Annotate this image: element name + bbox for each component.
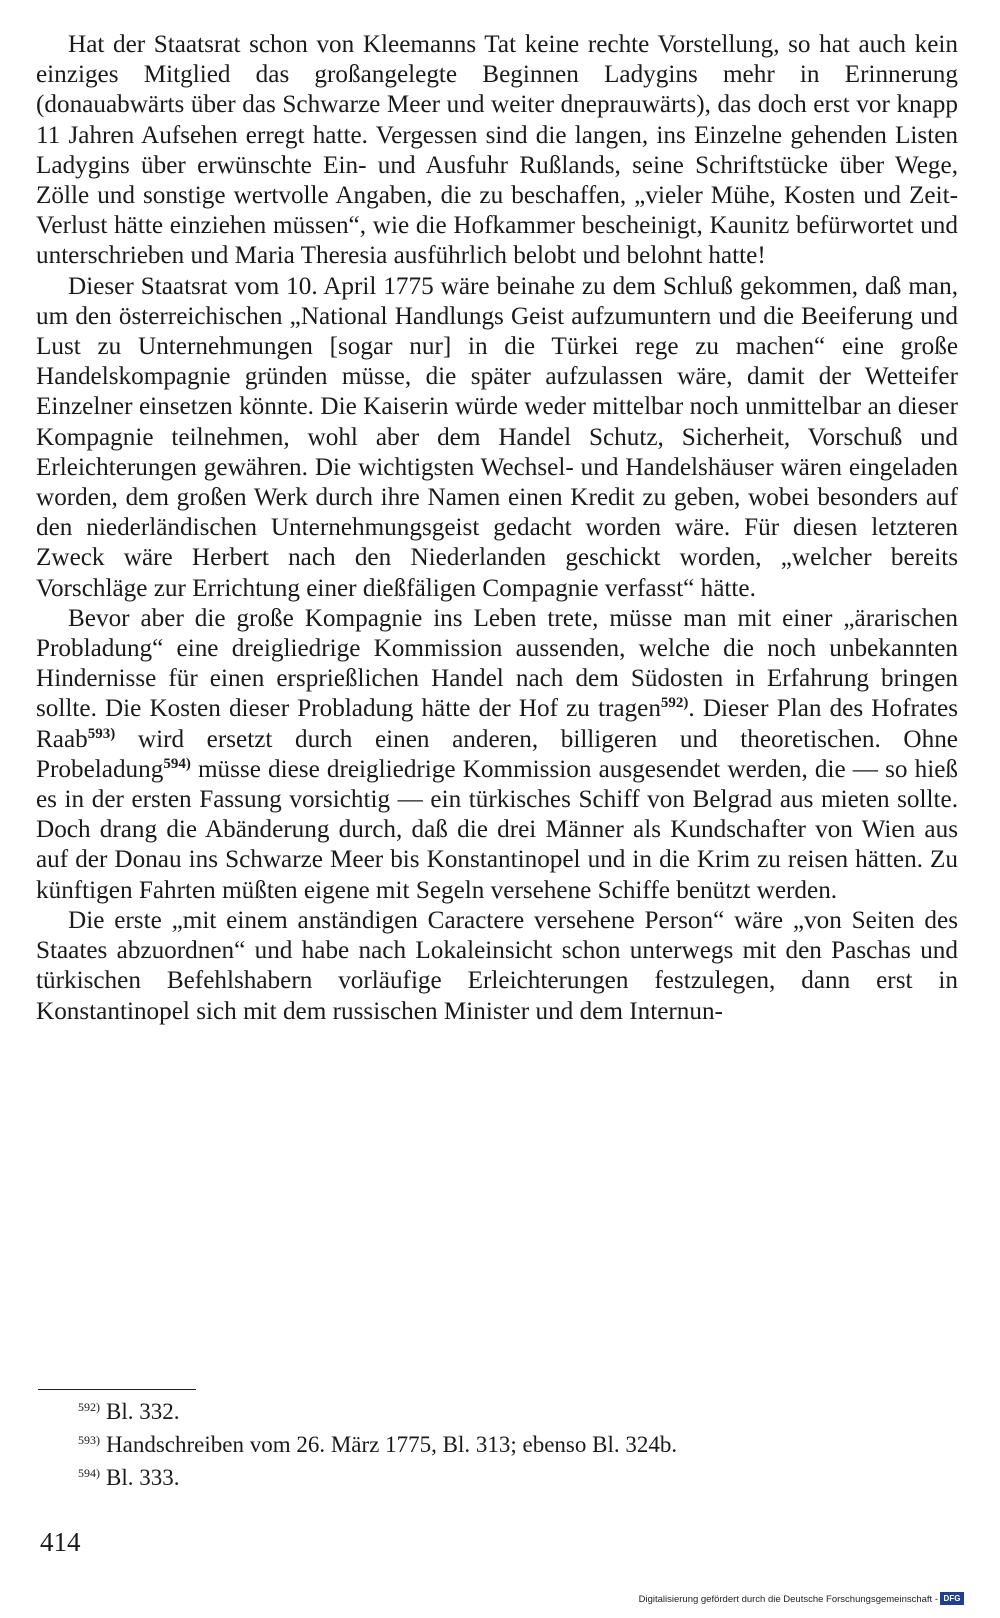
footnote — [78, 1426, 958, 1459]
paragraph-text: Hat der Staatsrat schon von Kleemanns Tat keine rechte Vorstellung, so hat auch kein einziges Mitglied das großangelegte Beginnen Ladygins mehr in Erinnerung (donauabwärts über das Schwarze Meer und weiter dneprauwärts), das doch erst vor knapp 11 Jahren Aufsehen erregt hatte. Vergessen sind die langen, ins Einzelne gehenden Listen Ladygins über erwünschte Ein- und Ausfuhr Rußlands, seine Schriftstücke über Wege, Zölle und sonstige wertvolle Angaben, die zu beschaffen, „vieler Mühe, Kosten und Zeit-Verlust hätte einziehen müssen“, wie die Hofkammer bescheinigt, Kaunitz befürwortet und unterschrieben und Maria Theresia ausführlich belobt und belohnt hatte! — [36, 31, 958, 270]
body-text — [36, 30, 958, 1027]
footnote — [78, 1393, 958, 1426]
footnote-reference: 593) — [87, 725, 116, 742]
digitization-credit: Digitalisierung gefördert durch die Deutsche Forschungsgemeinschaft - — [638, 1594, 938, 1605]
paragraph-text: Die erste „mit einem anständigen Caractere versehene Person“ wäre „von Seiten des Staates abzuordnen“ und habe nach Lokaleinsicht schon unterwegs mit den Paschas und türkischen Befehlshabern vorläufige Erleichterungen festzulegen, dann erst in Konstantinopel sich mit dem russischen Minister und dem Internun- — [36, 906, 958, 1025]
paragraph-text: Dieser Staatsrat vom 10. April 1775 wäre beinahe zu dem Schluß gekommen, daß man, um den österreichischen „National Handlungs Geist aufzumuntern und die Beeiferung und Lust zu Unternehmungen [sogar nur] in die Türkei rege zu machen“ eine große Handelskompagnie gründen müsse, die später aufzulassen wäre, damit der Wetteifer Einzelner einsetzen könnte. Die Kaiserin würde weder mittelbar noch unmittelbar an dieser Kompagnie teilnehmen, wohl aber dem Handel Schutz, Sicherheit, Vorschuß und Erleichterungen gewähren. Die wichtigsten Wechsel- und Handelshäuser wären eingeladen worden, dem großen Werk durch ihre Namen einen Kredit zu geben, wobei besonders auf den niederländischen Unternehmungsgeist gedacht worden wäre. Für diesen letzteren Zweck wäre Herbert nach den Niederlanden geschickt worden, „welcher bereits Vorschläge zur Errichtung einer dießfäligen Compagnie verfasst“ hätte. — [36, 272, 958, 602]
paragraph — [36, 30, 958, 272]
footnote-reference: 594) — [163, 755, 191, 772]
dfg-logo-icon: DFG — [940, 1592, 964, 1605]
paragraph-text: . Dieser Plan des Hofrates Raab — [36, 695, 958, 753]
footnote — [78, 1459, 958, 1492]
footnote-reference: 592) — [660, 695, 689, 712]
footnote-text: Handschreiben vom 26. März 1775, Bl. 313; ebenso Bl. 324b. — [106, 1432, 678, 1457]
paragraph — [36, 272, 958, 604]
footnote-text: Bl. 332. — [106, 1399, 180, 1424]
paragraph — [36, 906, 958, 1027]
footnote-text: Bl. 333. — [106, 1465, 180, 1490]
footnotes — [78, 1393, 958, 1492]
page-number: 414 — [40, 1527, 81, 1557]
paragraph-text: Bevor aber die große Kompagnie ins Leben trete, müsse man mit einer „ärarischen Probladung“ eine dreigliedrige Kommission aussenden, welche die noch unbekannten Hindernisse für einen ersprießlichen Handel nach dem Südosten in Erfahrung bringen sollte. Die Kosten dieser Probladung hätte der Hof zu tragen — [36, 604, 958, 723]
footnote-marker: 593) — [78, 1433, 100, 1447]
footnote-marker: 592) — [78, 1400, 100, 1414]
paragraph — [36, 604, 958, 906]
paragraph-text: wird ersetzt durch einen anderen, billigeren und theoretischen. Ohne Probeladung — [36, 725, 958, 783]
footnote-marker: 594) — [78, 1466, 100, 1480]
footnote-separator — [38, 1389, 196, 1390]
paragraph-text: müsse diese dreigliedrige Kommission ausgesendet werden, die — so hieß es in der ersten Fassung vorsichtig — ein türkisches Schiff von Belgrad aus mieten sollte. Doch drang die Abänderung durch, daß die drei Männer als Kundschafter von Wien aus auf der Donau ins Schwarze Meer bis Konstantinopel und in die Krim zu reisen hätten. Zu künftigen Fahrten müßten eigene mit Segeln versehene Schiffe benützt werden. — [36, 755, 958, 904]
